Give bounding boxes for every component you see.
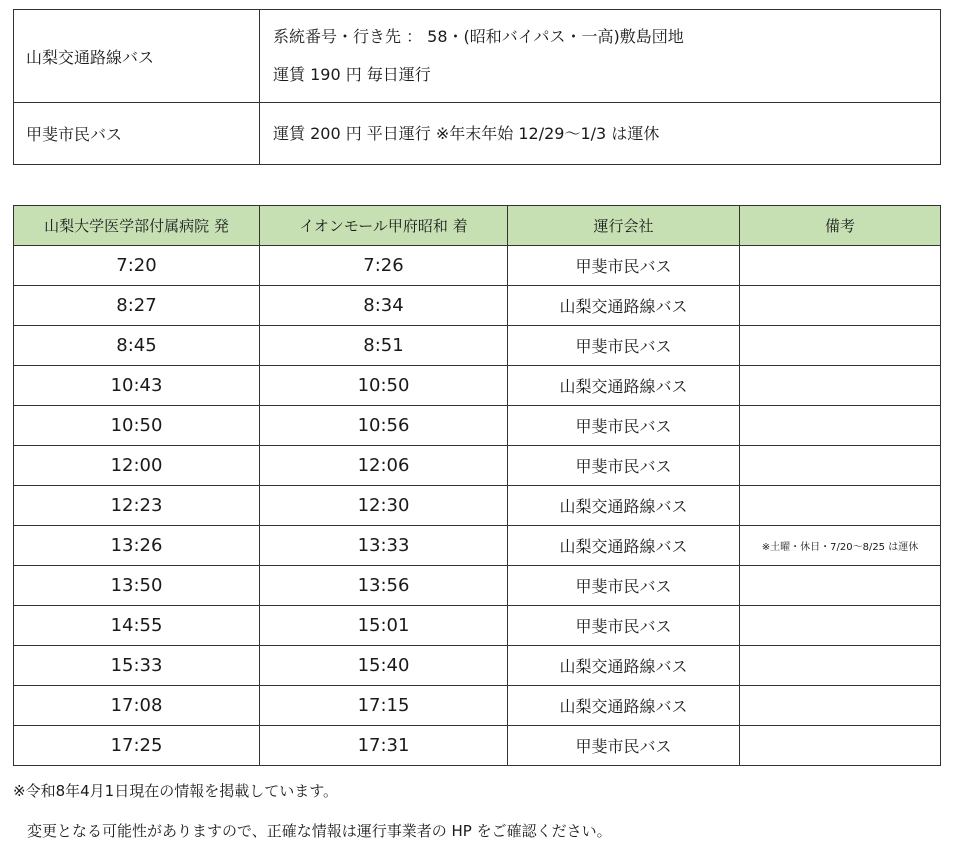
- operator-cell: 山梨交通路線バス: [508, 646, 740, 686]
- departure-time: 17:25: [14, 726, 260, 766]
- operator-cell: 山梨交通路線バス: [508, 486, 740, 526]
- arrival-time: 17:15: [260, 686, 508, 726]
- remarks-cell: [740, 286, 941, 326]
- operator-name: 甲斐市民バス: [14, 103, 260, 165]
- departure-time: 14:55: [14, 606, 260, 646]
- arrival-time: 15:40: [260, 646, 508, 686]
- operator-cell: 甲斐市民バス: [508, 566, 740, 606]
- table-row: [14, 566, 941, 606]
- operator-cell: 甲斐市民バス: [508, 246, 740, 286]
- arrival-time: 10:56: [260, 406, 508, 446]
- operator-name: 山梨交通路線バス: [14, 10, 260, 103]
- departure-time: 13:26: [14, 526, 260, 566]
- remarks-cell: [740, 566, 941, 606]
- remarks-cell: [740, 726, 941, 766]
- table-row: [14, 326, 941, 366]
- header-departure: 山梨大学医学部付属病院 発: [14, 206, 260, 246]
- departure-time: 10:50: [14, 406, 260, 446]
- remarks-cell: [740, 606, 941, 646]
- table-row: [14, 686, 941, 726]
- departure-time: 12:23: [14, 486, 260, 526]
- remarks-cell: [740, 326, 941, 366]
- fare-info-table: [13, 9, 941, 165]
- remarks-cell: [740, 366, 941, 406]
- table-row: [14, 406, 941, 446]
- operator-cell: 山梨交通路線バス: [508, 286, 740, 326]
- route-destination-line: 系統番号・行き先 ： 58・(昭和バイパス・一高)敷島団地: [273, 27, 684, 46]
- operator-cell: 甲斐市民バス: [508, 326, 740, 366]
- table-row: [14, 486, 941, 526]
- arrival-time: 7:26: [260, 246, 508, 286]
- operator-cell: 甲斐市民バス: [508, 726, 740, 766]
- table-row: [14, 606, 941, 646]
- remarks-cell: [740, 406, 941, 446]
- fare-info-body: [14, 10, 941, 165]
- operator-cell: 甲斐市民バス: [508, 446, 740, 486]
- remarks-cell: ※土曜・休日・7/20～8/25 は運休: [740, 526, 941, 566]
- arrival-time: 8:51: [260, 326, 508, 366]
- departure-time: 12:00: [14, 446, 260, 486]
- remarks-cell: [740, 686, 941, 726]
- operator-cell: 山梨交通路線バス: [508, 686, 740, 726]
- timetable-body: [14, 246, 941, 766]
- departure-time: 8:27: [14, 286, 260, 326]
- departure-time: 8:45: [14, 326, 260, 366]
- table-row: [14, 286, 941, 326]
- fare-info-row: [14, 103, 941, 165]
- operator-cell: 山梨交通路線バス: [508, 366, 740, 406]
- remarks-cell: [740, 646, 941, 686]
- header-operator: 運行会社: [508, 206, 740, 246]
- departure-time: 10:43: [14, 366, 260, 406]
- footnote-notice: 変更となる可能性がありますので、正確な情報は運行事業者の HP をご確認ください。: [27, 822, 612, 840]
- operator-cell: 山梨交通路線バス: [508, 526, 740, 566]
- arrival-time: 13:33: [260, 526, 508, 566]
- departure-time: 7:20: [14, 246, 260, 286]
- departure-time: 17:08: [14, 686, 260, 726]
- header-remarks: 備考: [740, 206, 941, 246]
- remarks-cell: [740, 486, 941, 526]
- table-row: [14, 646, 941, 686]
- arrival-time: 17:31: [260, 726, 508, 766]
- departure-time: 13:50: [14, 566, 260, 606]
- fare-line: 運賃 200 円 平日運行 ※年末年始 12/29～1/3 は運休: [273, 123, 660, 143]
- remarks-cell: [740, 246, 941, 286]
- operator-cell: 甲斐市民バス: [508, 606, 740, 646]
- timetable-header: [14, 206, 941, 246]
- arrival-time: 12:06: [260, 446, 508, 486]
- arrival-time: 15:01: [260, 606, 508, 646]
- arrival-time: 8:34: [260, 286, 508, 326]
- arrival-time: 13:56: [260, 566, 508, 606]
- table-row: [14, 726, 941, 766]
- header-arrival: イオンモール甲府昭和 着: [260, 206, 508, 246]
- table-row: [14, 446, 941, 486]
- table-row: [14, 366, 941, 406]
- fare-info-row: [14, 10, 941, 103]
- remarks-cell: [740, 446, 941, 486]
- footnote-date: ※令和8年4月1日現在の情報を掲載しています。: [13, 782, 339, 800]
- table-row: [14, 246, 941, 286]
- departure-time: 15:33: [14, 646, 260, 686]
- table-row: [14, 526, 941, 566]
- arrival-time: 10:50: [260, 366, 508, 406]
- header-row: [14, 206, 941, 246]
- bus-timetable: [13, 205, 941, 766]
- fare-line: 運賃 190 円 毎日運行: [273, 65, 431, 84]
- arrival-time: 12:30: [260, 486, 508, 526]
- route-details: [260, 103, 941, 165]
- operator-cell: 甲斐市民バス: [508, 406, 740, 446]
- route-details: [260, 10, 941, 103]
